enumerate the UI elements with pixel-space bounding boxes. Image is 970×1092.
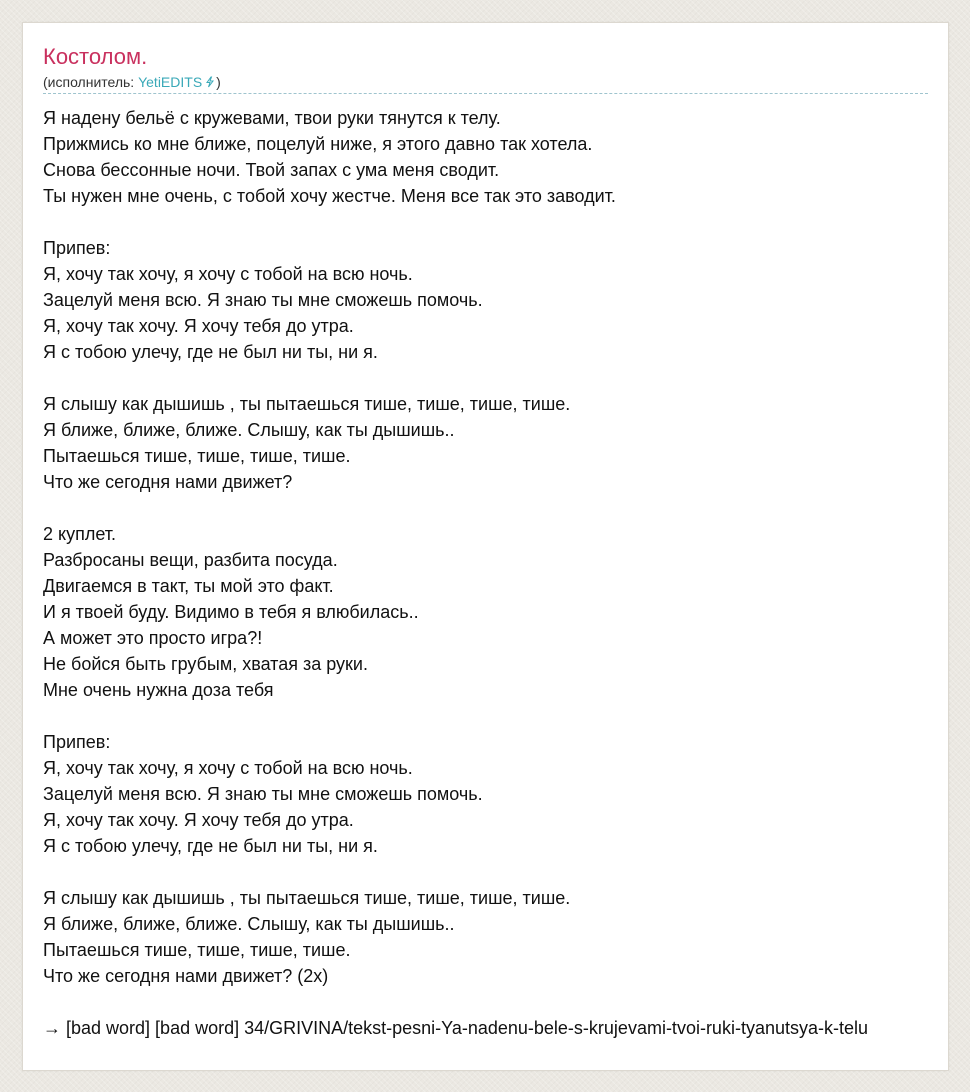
lyric-line: Я слышу как дышишь , ты пытаешься тише, тише, тише, тише.: [43, 888, 571, 908]
lyric-line: Что же сегодня нами движет?: [43, 472, 293, 492]
lyric-line: Прижмись ко мне ближе, поцелуй ниже, я этого давно так хотела.: [43, 134, 593, 154]
artist-name: YetiEDITS: [138, 74, 203, 90]
song-title: Костолом.: [43, 44, 148, 69]
lyric-line: Снова бессонные ночи. Твой запах с ума меня сводит.: [43, 160, 500, 180]
lyrics-body: [43, 105, 928, 989]
lyric-line: Я слышу как дышишь , ты пытаешься тише, тише, тише, тише.: [43, 394, 571, 414]
lyric-line: Я, хочу так хочу, я хочу с тобой на всю ночь.: [43, 264, 413, 284]
lyric-line: Мне очень нужна доза тебя: [43, 680, 274, 700]
lyric-line: Разбросаны вещи, разбита посуда.: [43, 550, 338, 570]
lyric-line: Не бойся быть грубым, хватая за руки.: [43, 654, 368, 674]
footer-link-line[interactable]: → [bad word] [bad word] 34/GRIVINA/tekst-pesni-Ya-nadenu-bele-s-krujevami-tvoi-ruki-tyanutsya-k-telu: [43, 1018, 868, 1038]
lyric-blank-line: [43, 209, 928, 235]
lyric-line: Я ближе, ближе, ближе. Слышу, как ты дышишь..: [43, 420, 455, 440]
lyric-line: Я с тобою улечу, где не был ни ты, ни я.: [43, 342, 378, 362]
lyric-line: Я ближе, ближе, ближе. Слышу, как ты дышишь..: [43, 914, 455, 934]
lyric-blank-line: [43, 495, 928, 521]
lyric-line: Я, хочу так хочу. Я хочу тебя до утра.: [43, 316, 354, 336]
lyric-blank-line: [43, 703, 928, 729]
lyric-line: Пытаешься тише, тише, тише, тише.: [43, 940, 351, 960]
lyric-line: Я, хочу так хочу. Я хочу тебя до утра.: [43, 810, 354, 830]
lyric-line: Припев:: [43, 732, 111, 752]
lyric-line: Пытаешься тише, тише, тише, тише.: [43, 446, 351, 466]
lyric-line: Зацелуй меня всю. Я знаю ты мне сможешь помочь.: [43, 290, 483, 310]
lyric-blank-line: [43, 365, 928, 391]
lyric-line: Я с тобою улечу, где не был ни ты, ни я.: [43, 836, 378, 856]
lyric-line: Ты нужен мне очень, с тобой хочу жестче. Меня все так это заводит.: [43, 186, 616, 206]
lyric-blank-line: [43, 859, 928, 885]
artist-link[interactable]: [138, 74, 216, 90]
lyric-line: А может это просто игра?!: [43, 628, 263, 648]
lyric-line: Я, хочу так хочу, я хочу с тобой на всю ночь.: [43, 758, 413, 778]
lyrics-card: [22, 22, 949, 1071]
lyric-line: Припев:: [43, 238, 111, 258]
lyric-line: И я твоей буду. Видимо в тебя я влюбилась..: [43, 602, 419, 622]
lightning-icon: [204, 74, 216, 86]
lyric-line: Что же сегодня нами движет? (2x): [43, 966, 329, 986]
artist-prefix: (исполнитель:: [43, 74, 139, 90]
lyric-line: Двигаемся в такт, ты мой это факт.: [43, 576, 334, 596]
lyric-line: 2 куплет.: [43, 524, 117, 544]
artist-line: [43, 73, 928, 94]
artist-suffix: ): [216, 74, 221, 90]
lyric-line: Я надену бельё с кружевами, твои руки тянутся к телу.: [43, 108, 501, 128]
lyric-line: Зацелуй меня всю. Я знаю ты мне сможешь помочь.: [43, 784, 483, 804]
